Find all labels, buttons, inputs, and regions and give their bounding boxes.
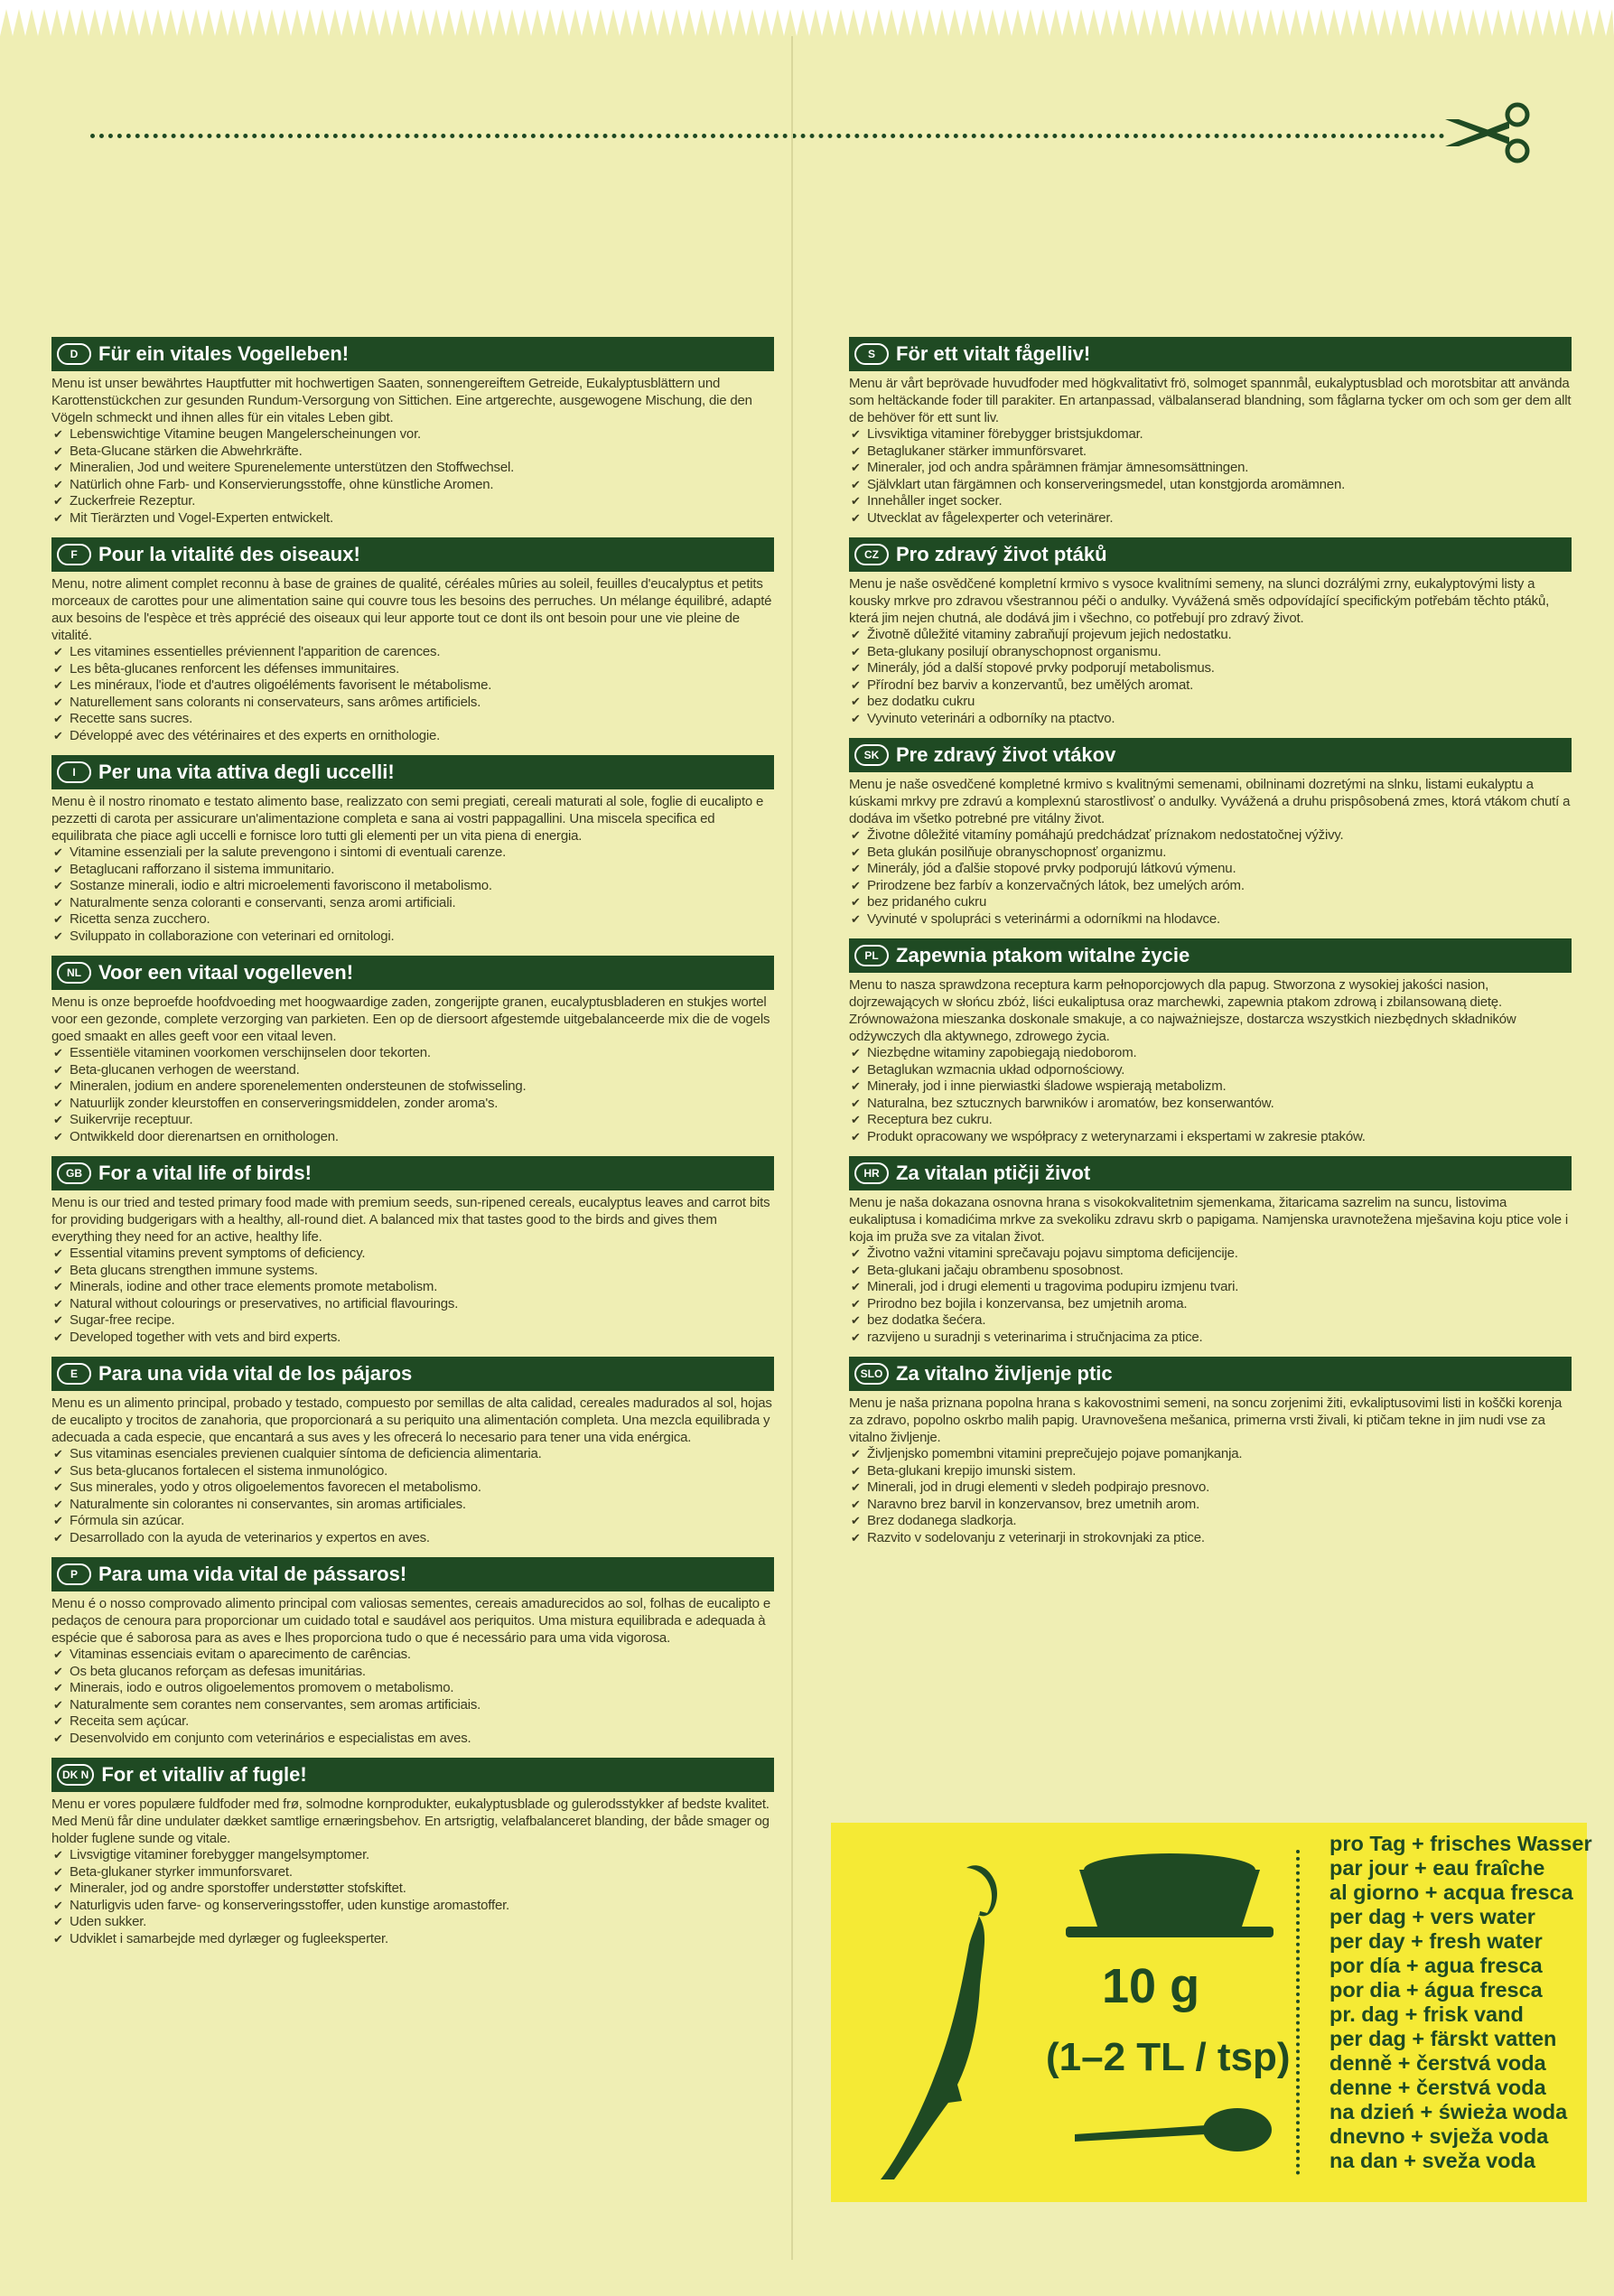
benefit-item: ✔ Sviluppato in collaborazione con veterinari ed ornitologi. <box>51 929 774 946</box>
benefit-item: ✔ Betaglukan wzmacnia układ odpornościowy. <box>849 1062 1572 1079</box>
section-gb <box>51 1156 774 1346</box>
benefit-item: ✔ Naravno brez barvil in konzervansov, brez umetnih arom. <box>849 1497 1572 1514</box>
benefit-item: ✔ Beta-Glucane stärken die Abwehrkräfte. <box>51 443 774 461</box>
water-line: por dia + água fresca <box>1329 1978 1543 2002</box>
benefit-item: ✔ Självklart utan färgämnen och konserveringsmedel, utan konstgjorda aromämnen. <box>849 477 1572 494</box>
language-badge: SLO <box>854 1363 889 1385</box>
section-title: Voor een vitaal vogelleven! <box>98 961 354 984</box>
benefit-item: ✔ Mineraler, jod och andra spårämnen främjar ämnesomsättningen. <box>849 460 1572 477</box>
feed-divider <box>1296 1850 1300 2175</box>
section-header <box>51 755 774 789</box>
benefit-item: ✔ Sus beta-glucanos fortalecen el sistema inmunológico. <box>51 1463 774 1480</box>
section-intro: Menu je naše osvedčené kompletné krmivo s kvalitnými semenami, obilninami dozretými na slnku, listami eukalyptu a kúskami mrkvy pre zdravú a komplexnú starostlivosť o andulky. Vyvážená a druhu prispôsobená zmes, ktorá vtákom chutí a dodáva im všetko potrebné pre vitálny život. <box>849 777 1571 826</box>
language-badge: P <box>57 1563 91 1585</box>
left-column <box>51 337 774 1958</box>
section-intro: Menu is onze beproefde hoofdvoeding met hoogwaardige zaden, zongerijpte granen, eucalyptusbladeren en stukjes wortel voor een gezonde, complete verzorging van parkieten. Een op de diersoort afgestemde uitgebalanceerde mix die de vogels goed smaakt en alles geeft voor een vitaal leven. <box>51 994 770 1044</box>
benefit-item: ✔ Beta-glukany posilují obranyschopnost organismu. <box>849 644 1572 661</box>
section-title: Para uma vida vital de pássaros! <box>98 1563 407 1585</box>
benefit-item: ✔ Livsviktiga vitaminer förebygger bristsjukdomar. <box>849 426 1572 443</box>
section-intro: Menu è il nostro rinomato e testato alimento base, realizzato con semi pregiati, cereali maturati al sole, foglie di eucalipto e pezzetti di carota per assicurare un'alimentazione completa e sana ai vostri pappagallini. Una miscela specifica ed equilibrata che piace agli uccelli e fornisce loro tutti gli elementi per un vita piena di energia. <box>51 794 764 844</box>
water-line: na dan + sveža voda <box>1329 2149 1535 2172</box>
benefit-list <box>51 426 774 527</box>
benefit-item: ✔ Ricetta senza zucchero. <box>51 911 774 929</box>
benefit-item: ✔ Niezbędne witaminy zapobiegają niedoborom. <box>849 1045 1572 1062</box>
section-header <box>51 1557 774 1591</box>
benefit-item: ✔ Životně důležité vitaminy zabraňují projevum jejich nedostatku. <box>849 627 1572 644</box>
benefit-item: ✔ Beta-glukaner styrker immunforsvaret. <box>51 1864 774 1881</box>
benefit-item: ✔ Minerais, iodo e outros oligoelementos promovem o metabolismo. <box>51 1680 774 1697</box>
section-header <box>849 738 1572 772</box>
benefit-item: ✔ Recette sans sucres. <box>51 711 774 728</box>
feed-measure: (1–2 TL / tsp) <box>1046 2035 1291 2079</box>
language-badge: D <box>57 343 91 365</box>
benefit-item: ✔ Přírodní bez barviv a konzervantů, bez umělých aromat. <box>849 677 1572 695</box>
language-badge: I <box>57 761 91 783</box>
feeding-panel <box>831 1823 1592 2202</box>
water-line: dnevno + svježa voda <box>1329 2124 1549 2148</box>
benefit-item: ✔ Minerals, iodine and other trace elements promote metabolism. <box>51 1279 774 1296</box>
section-title: Pre zdravý život vtákov <box>896 743 1116 766</box>
right-column <box>849 337 1572 1557</box>
water-line: per dag + vers water <box>1329 1905 1535 1928</box>
section-intro: Menu, notre aliment complet reconnu à base de graines de qualité, céréales mûries au soleil, feuilles d'eucalyptus et petits morceaux de carottes pour une alimentation saine qui couvre tous les besoins des perruches. Un mélange équilibré, adapté aux besoins de l'espèce et très apprécié des oiseaux qui leur apporte tout ce dont ils ont besoin pour une vie pleine de vitalité. <box>51 576 772 643</box>
section-intro: Menu je naša dokazana osnovna hrana s visokokvalitetnim sjemenkama, žitaricama sazrelim na suncu, listovima eukaliptusa i komadićima mrkve za svekoliku zdravu skrb o papigama. Namjenska uravnotežena mješavina koju ptice vole i koja im pruža sve za vitalan život. <box>849 1195 1568 1245</box>
benefit-item: ✔ Les vitamines essentielles préviennent l'apparition de carences. <box>51 644 774 661</box>
water-line: par jour + eau fraîche <box>1329 1856 1545 1880</box>
benefit-item: ✔ Zuckerfreie Rezeptur. <box>51 493 774 510</box>
benefit-list <box>51 644 774 744</box>
benefit-item: ✔ Vitamine essenziali per la salute prevengono i sintomi di eventuali carenze. <box>51 845 774 862</box>
section-title: Zapewnia ptakom witalne życie <box>896 944 1190 966</box>
bowl-icon <box>1066 1850 1273 1940</box>
section-intro: Menu je naše osvědčené kompletní krmivo s vysoce kvalitními semeny, na slunci dozrálými zrny, eukalyptovými listy a kousky mrkve pro zdravou všestrannou péči o andulky. Vyvážená směs odpovídající specifickým potřebám těchto ptáků, která jim nejen chutná, ale dodává jim i všechno, co potřebují pro zdravý život. <box>849 576 1550 626</box>
section-dk-n <box>51 1758 774 1947</box>
section-intro: Menu er vores populære fuldfoder med frø, solmodne kornprodukter, eukalyptusblade og gulerodsstykker af bedste kvalitet. Med Menü får dine undulater dækket samtlige ernæringsbehov. En artsrigtig, velafbalanceret blanding, der både smager og holder fuglene sunde og vitale. <box>51 1797 770 1846</box>
water-line: na dzień + świeża woda <box>1329 2100 1568 2123</box>
parrot-icon <box>872 1859 1007 2184</box>
section-title: For a vital life of birds! <box>98 1162 312 1184</box>
benefit-item: ✔ Receita sem açúcar. <box>51 1713 774 1731</box>
benefit-list <box>51 1446 774 1546</box>
section-intro: Menu to nasza sprawdzona receptura karm pełnoporcjowych dla papug. Stworzona z wysokiej jakości nasion, dojrzewających w słońcu zbóż, liści eukaliptusa oraz marchewki, zapewnia ptakom zdrową i zbilansowaną dietę. Zrównoważona mieszanka doskonale smakuje, a co najważniejsze, dostarcza wszystkich niezbędnych składników odżywczych dla aktywnego, zdrowego życia. <box>849 977 1516 1044</box>
water-line: por día + agua fresca <box>1329 1954 1543 1977</box>
benefit-item: ✔ Sus vitaminas esenciales previenen cualquier síntoma de deficiencia alimentaria. <box>51 1446 774 1463</box>
section-i <box>51 755 774 945</box>
benefit-item: ✔ Beta-glukani krepijo imunski sistem. <box>849 1463 1572 1480</box>
water-line: denne + čerstvá voda <box>1329 2076 1546 2099</box>
water-line: denně + čerstvá voda <box>1329 2051 1546 2075</box>
benefit-item: ✔ Naturalna, bez sztucznych barwników i aromatów, bez konserwantów. <box>849 1096 1572 1113</box>
water-line: pro Tag + frisches Wasser <box>1329 1832 1592 1855</box>
spoon-icon <box>1075 2098 1273 2161</box>
benefit-item: ✔ Minerály, jód a další stopové prvky podporují metabolismus. <box>849 660 1572 677</box>
water-line: pr. dag + frisk vand <box>1329 2002 1524 2026</box>
benefit-list <box>51 845 774 945</box>
language-badge: GB <box>57 1162 91 1184</box>
benefit-item: ✔ Mineralien, Jod und weitere Spurenelemente unterstützen den Stoffwechsel. <box>51 460 774 477</box>
section-header <box>849 1156 1572 1190</box>
section-intro: Menu je naša priznana popolna hrana s kakovostnimi semeni, na soncu zorjenimi žiti, evkaliptusovimi listi in koščki korenja za zdravo, popolno oskrbo malih papig. Uravnovešena mešanica, primerna vrsti živali, ki ptičam tekne in jim nudi vse za vitalno življenje. <box>849 1395 1563 1445</box>
language-badge: CZ <box>854 544 889 565</box>
benefit-item: ✔ Natural without colourings or preservatives, no artificial flavourings. <box>51 1296 774 1313</box>
section-s <box>849 337 1572 527</box>
benefit-item: ✔ Mineraler, jod og andre sporstoffer understøtter stofskiftet. <box>51 1881 774 1898</box>
language-badge: NL <box>57 962 91 984</box>
section-intro: Menu ist unser bewährtes Hauptfutter mit hochwertigen Saaten, sonnengereiftem Getreide, Eukalyptusblättern und Karottenstückchen zur gesunden Rundum-Versorgung von Sittichen. Eine artgerechte, ausgewogene Mischung, die den Vögeln schmeckt und ihnen alles für ein vitales Leben gibt. <box>51 376 752 425</box>
water-line: per dag + färskt vatten <box>1329 2027 1557 2050</box>
benefit-item: ✔ Življenjsko pomembni vitamini preprečujejo pojave pomanjkanja. <box>849 1446 1572 1463</box>
section-header <box>51 537 774 572</box>
benefit-item: ✔ Beta glukán posilňuje obranyschopnosť organizmu. <box>849 845 1572 862</box>
section-header <box>51 1357 774 1391</box>
benefit-item: ✔ Livsvigtige vitaminer forebygger mangelsymptomer. <box>51 1847 774 1864</box>
section-cz <box>849 537 1572 727</box>
section-title: For et vitalliv af fugle! <box>101 1763 307 1786</box>
section-header <box>849 537 1572 572</box>
benefit-item: ✔ Minerály, jód a ďalšie stopové prvky podporujú látkovú výmenu. <box>849 861 1572 878</box>
benefit-list <box>849 1246 1572 1346</box>
section-hr <box>849 1156 1572 1346</box>
benefit-list <box>51 1246 774 1346</box>
section-header <box>51 1758 774 1792</box>
benefit-item: ✔ Beta glucans strengthen immune systems. <box>51 1263 774 1280</box>
zigzag-edge <box>0 0 1614 36</box>
section-header <box>51 337 774 371</box>
benefit-list <box>849 627 1572 727</box>
section-title: Para una vida vital de los pájaros <box>98 1362 413 1385</box>
section-intro: Menu är vårt beprövade huvudfoder med högkvalitativt frö, solmoget spannmål, eukalyptusblad och morotsbitar att använda som heltäckande foder till parakiter. En artanpassad, välbalanserad blandning, som fåglarna tycker om och som ger dem allt de behöver för ett sunt liv. <box>849 376 1572 425</box>
benefit-item: ✔ Ontwikkeld door dierenartsen en ornithologen. <box>51 1129 774 1146</box>
benefit-item: ✔ Minerały, jod i inne pierwiastki śladowe wspierają metabolizm. <box>849 1078 1572 1096</box>
scissors-icon <box>1441 101 1540 164</box>
water-line: al giorno + acqua fresca <box>1329 1881 1573 1904</box>
section-title: För ett vitalt fågelliv! <box>896 342 1091 365</box>
benefit-item: ✔ Prirodzene bez farbív a konzervačných látok, bez umelých aróm. <box>849 878 1572 895</box>
benefit-item: ✔ Vyvinuto veterinári a odborníky na ptactvo. <box>849 711 1572 728</box>
section-title: Za vitalno življenje ptic <box>896 1362 1113 1385</box>
benefit-item: ✔ Mit Tierärzten und Vogel-Experten entwickelt. <box>51 510 774 527</box>
benefit-item: ✔ bez dodatka šećera. <box>849 1312 1572 1330</box>
benefit-item: ✔ Les minéraux, l'iode et d'autres oligoéléments favorisent le métabolisme. <box>51 677 774 695</box>
benefit-item: ✔ Životne dôležité vitamíny pomáhajú predchádzať príznakom nedostatočnej výživy. <box>849 827 1572 845</box>
benefit-list <box>849 827 1572 928</box>
benefit-item: ✔ Desarrollado con la ayuda de veterinarios y expertos en aves. <box>51 1530 774 1547</box>
section-e <box>51 1357 774 1546</box>
section-title: Für ein vitales Vogelleben! <box>98 342 350 365</box>
benefit-item: ✔ Minerali, jod in drugi elementi v sledeh podpirajo presnovo. <box>849 1479 1572 1497</box>
benefit-item: ✔ Naturellement sans colorants ni conservateurs, sans arômes artificiels. <box>51 695 774 712</box>
section-intro: Menu es un alimento principal, probado y testado, compuesto por semillas de alta calidad, cereales madurados al sol, hojas de eucalipto y trocitos de zanahoria, que proporcionará a su periquito una alimentación completa. Una mezcla equilibrada y adecuada a cada especie, que encantará a sus aves y les ofrecerá lo necesario para tener una vida enérgica. <box>51 1395 772 1445</box>
language-badge: PL <box>854 945 889 966</box>
benefit-item: ✔ Receptura bez cukru. <box>849 1112 1572 1129</box>
benefit-item: ✔ Sus minerales, yodo y otros oligoelementos favorecen el metabolismo. <box>51 1479 774 1497</box>
benefit-list <box>849 426 1572 527</box>
benefit-list <box>51 1647 774 1747</box>
benefit-item: ✔ Essentiële vitaminen voorkomen verschijnselen door tekorten. <box>51 1045 774 1062</box>
benefit-item: ✔ Utvecklat av fågelexperter och veterinärer. <box>849 510 1572 527</box>
section-p <box>51 1557 774 1747</box>
section-title: Per una vita attiva degli uccelli! <box>98 761 395 783</box>
language-badge: E <box>57 1363 91 1385</box>
benefit-item: ✔ Innehåller inget socker. <box>849 493 1572 510</box>
section-nl <box>51 956 774 1145</box>
benefit-item: ✔ Essential vitamins prevent symptoms of deficiency. <box>51 1246 774 1263</box>
language-badge: DK N <box>57 1764 94 1786</box>
benefit-item: ✔ Natuurlijk zonder kleurstoffen en conserveringsmiddelen, zonder aroma's. <box>51 1096 774 1113</box>
benefit-item: ✔ bez pridaného cukru <box>849 894 1572 911</box>
language-badge: HR <box>854 1162 889 1184</box>
section-title: Pour la vitalité des oiseaux! <box>98 543 360 565</box>
benefit-item: ✔ Betaglukaner stärker immunförsvaret. <box>849 443 1572 461</box>
benefit-item: ✔ Vitaminas essenciais evitam o aparecimento de carências. <box>51 1647 774 1664</box>
benefit-list <box>849 1045 1572 1145</box>
benefit-item: ✔ Suikervrije receptuur. <box>51 1112 774 1129</box>
benefit-item: ✔ Lebenswichtige Vitamine beugen Mangelerscheinungen vor. <box>51 426 774 443</box>
section-header <box>51 1156 774 1190</box>
benefit-item: ✔ Sugar-free recipe. <box>51 1312 774 1330</box>
benefit-item: ✔ Udviklet i samarbejde med dyrlæger og fugleeksperter. <box>51 1931 774 1948</box>
benefit-item: ✔ Naturalmente sin colorantes ni conservantes, sin aromas artificiales. <box>51 1497 774 1514</box>
benefit-item: ✔ Mineralen, jodium en andere sporenelementen ondersteunen de stofwisseling. <box>51 1078 774 1096</box>
section-pl <box>849 938 1572 1145</box>
section-sk <box>849 738 1572 928</box>
benefit-item: ✔ Beta-glukani jačaju obrambenu sposobnost. <box>849 1263 1572 1280</box>
benefit-item: ✔ Vyvinuté v spolupráci s veterinármi a odorníkmi na hlodavce. <box>849 911 1572 929</box>
benefit-item: ✔ Naturalmente sem corantes nem conservantes, sem aromas artificiais. <box>51 1697 774 1714</box>
benefit-item: ✔ Uden sukker. <box>51 1914 774 1931</box>
benefit-item: ✔ Developed together with vets and bird experts. <box>51 1330 774 1347</box>
benefit-item: ✔ bez dodatku cukru <box>849 694 1572 711</box>
language-badge: S <box>854 343 889 365</box>
section-intro: Menu é o nosso comprovado alimento principal com valiosas sementes, cereais amadurecidos ao sol, folhas de eucalipto e pedaços de cenoura para proporcionar um cuidado total e saudável aos periquitos. Uma mistura equilibrada e adequada à espécie que é saborosa para as aves e lhes proporciona tudo o que é necessário para uma vida vigorosa. <box>51 1596 771 1646</box>
seam-line <box>791 36 793 2260</box>
section-header <box>849 938 1572 973</box>
benefit-list <box>51 1847 774 1947</box>
benefit-item: ✔ Prirodno bez bojila i konzervansa, bez umjetnih aroma. <box>849 1296 1572 1313</box>
section-header <box>849 1357 1572 1391</box>
feed-amount: 10 g <box>1102 1959 1200 2013</box>
benefit-item: ✔ Minerali, jod i drugi elementi u tragovima podupiru izmjenu tvari. <box>849 1279 1572 1296</box>
benefit-item: ✔ Sostanze minerali, iodio e altri microelementi favoriscono il metabolismo. <box>51 878 774 895</box>
section-f <box>51 537 774 744</box>
section-header <box>51 956 774 990</box>
benefit-item: ✔ Produkt opracowany we współpracy z weterynarzami i ekspertami w zakresie ptaków. <box>849 1129 1572 1146</box>
benefit-item: ✔ Betaglucani rafforzano il sistema immunitario. <box>51 862 774 879</box>
tear-line <box>90 134 1445 138</box>
section-intro: Menu is our tried and tested primary food made with premium seeds, sun-ripened cereals, eucalyptus leaves and carrot bits for providing budgerigars with a healthy, all-round diet. A balanced mix that tastes good to the birds and gives them everything they need for an active, healthy life. <box>51 1195 770 1245</box>
benefit-item: ✔ Brez dodanega sladkorja. <box>849 1513 1572 1530</box>
benefit-list <box>51 1045 774 1145</box>
water-line: per day + fresh water <box>1329 1929 1543 1953</box>
benefit-list <box>849 1446 1572 1546</box>
language-badge: SK <box>854 744 889 766</box>
section-title: Za vitalan ptičji život <box>896 1162 1091 1184</box>
benefit-item: ✔ Životno važni vitamini sprečavaju pojavu simptoma deficijencije. <box>849 1246 1572 1263</box>
section-d <box>51 337 774 527</box>
benefit-item: ✔ razvijeno u suradnji s veterinarima i stručnjacima za ptice. <box>849 1330 1572 1347</box>
benefit-item: ✔ Desenvolvido em conjunto com veterinários e especialistas em aves. <box>51 1731 774 1748</box>
benefit-item: ✔ Beta-glucanen verhogen de weerstand. <box>51 1062 774 1079</box>
benefit-item: ✔ Razvito v sodelovanju z veterinarji in strokovnjaki za ptice. <box>849 1530 1572 1547</box>
benefit-item: ✔ Fórmula sin azúcar. <box>51 1513 774 1530</box>
water-list <box>1329 1832 1592 2173</box>
benefit-item: ✔ Naturalmente senza coloranti e conservanti, senza aromi artificiali. <box>51 895 774 912</box>
section-header <box>849 337 1572 371</box>
section-slo <box>849 1357 1572 1546</box>
benefit-item: ✔ Développé avec des vétérinaires et des experts en ornithologie. <box>51 728 774 745</box>
language-badge: F <box>57 544 91 565</box>
benefit-item: ✔ Les bêta-glucanes renforcent les défenses immunitaires. <box>51 661 774 678</box>
section-title: Pro zdravý život ptáků <box>896 543 1107 565</box>
benefit-item: ✔ Naturligvis uden farve- og konserveringsstoffer, uden kunstige aromastoffer. <box>51 1898 774 1915</box>
benefit-item: ✔ Os beta glucanos reforçam as defesas imunitárias. <box>51 1664 774 1681</box>
benefit-item: ✔ Natürlich ohne Farb- und Konservierungsstoffe, ohne künstliche Aromen. <box>51 477 774 494</box>
